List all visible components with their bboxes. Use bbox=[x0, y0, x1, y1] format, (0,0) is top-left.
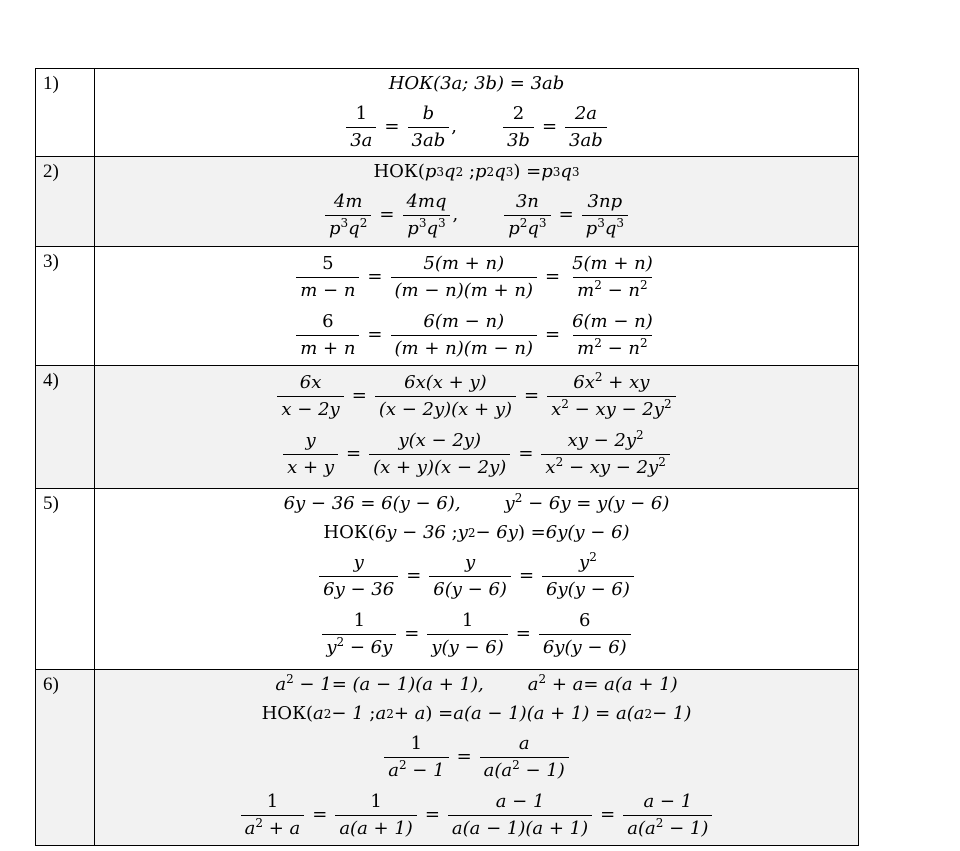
fraction: $\frac{1}{a^2 - 1}$ bbox=[384, 735, 448, 780]
fraction: $\frac{6x(x + y)}{(x - 2y)(x + y)}$ bbox=[375, 374, 516, 419]
table-row bbox=[36, 157, 859, 247]
fraction-line: $\frac{5}{m - n}$ = $\frac{5(m + n)}{(m - n)(m + n)}$ = $\frac{5(m + n)}{m^2 - n^2}$ bbox=[95, 248, 858, 306]
fraction: $\frac{6}{6y(y - 6)}$ bbox=[539, 612, 631, 657]
fraction-line: $\frac{4m}{p^3q^2}$ = $\frac{4mq}{p^3q^3}$ , $\frac{3n}{p^2q^3}$ = $\frac{3np}{p^3q^3}$ bbox=[95, 186, 858, 244]
fraction: $\frac{4m}{p^3q^2}$ bbox=[325, 193, 371, 238]
task-number: 3) bbox=[36, 247, 95, 366]
table-row bbox=[36, 69, 859, 157]
fraction: $\frac{3np}{p^3q^3}$ bbox=[582, 193, 628, 238]
fraction: $\frac{a - 1}{a(a - 1)(a + 1)}$ bbox=[448, 793, 592, 838]
fraction: $\frac{y^2}{6y(y - 6)}$ bbox=[542, 554, 634, 599]
fraction: $\frac{a - 1}{a(a^2 - 1)}$ bbox=[623, 793, 712, 838]
fraction-line: $\frac{6x}{x - 2y}$ = $\frac{6x(x + y)}{(x - 2y)(x + y)}$ = $\frac{6x^2 + xy}{x^2 - xy - 2y^2}$ bbox=[95, 367, 858, 425]
fraction: $\frac{1}{y^2 - 6y}$ bbox=[322, 612, 396, 657]
fraction-line: $\frac{y}{x + y}$ = $\frac{y(x - 2y)}{(x + y)(x - 2y)}$ = $\frac{xy - 2y^2}{x^2 - xy - 2y^2}$ bbox=[95, 425, 858, 483]
solutions-sheet bbox=[35, 68, 859, 846]
fraction: $\frac{5(m + n)}{m^2 - n^2}$ bbox=[572, 252, 653, 301]
task-solution bbox=[95, 247, 859, 366]
factor-line: $a^2 - 1$ = (a − 1)(a + 1), $a^2 + a$ = a(a + 1) bbox=[275, 671, 678, 695]
lcm-line: НОК ( p 3 q 2 ; p 2 q 3 ) = p 3 q 3 bbox=[373, 160, 580, 182]
fraction: $\frac{1}{y(y - 6)}$ bbox=[427, 612, 507, 657]
table-row bbox=[36, 489, 859, 670]
fraction-line: $\frac{1}{a^2 + a}$ = $\frac{1}{a(a + 1)}$ = $\frac{a - 1}{a(a - 1)(a + 1)}$ = $\frac{a - 1}{a(a^2 - 1)}$ bbox=[95, 786, 858, 844]
fraction: $\frac{1}{a(a + 1)}$ bbox=[335, 793, 417, 838]
table-row bbox=[36, 366, 859, 489]
fraction: $\frac{4mq}{p^3q^3}$ bbox=[402, 193, 450, 238]
fraction: $\frac{6(m - n)}{(m + n)(m - n)}$ bbox=[391, 313, 537, 358]
fraction: $\frac{1}{3a}$ bbox=[346, 105, 376, 150]
lcm-line: НОК ( a 2 − 1 ; a 2 + a ) = a(a − 1)(a + 1) = a(a 2 − 1) bbox=[261, 702, 692, 724]
task-number: 6) bbox=[36, 670, 95, 846]
task-number: 1) bbox=[36, 69, 95, 157]
fraction: $\frac{6(m - n)}{m^2 - n^2}$ bbox=[572, 310, 653, 359]
fraction: $\frac{y}{6y - 36}$ bbox=[319, 554, 398, 599]
fraction: $\frac{2}{3b}$ bbox=[503, 105, 534, 150]
table-row bbox=[36, 247, 859, 366]
task-number: 5) bbox=[36, 489, 95, 670]
task-number: 4) bbox=[36, 366, 95, 489]
task-number: 2) bbox=[36, 157, 95, 247]
fraction: $\frac{5}{m - n}$ bbox=[296, 255, 359, 300]
fraction: $\frac{y(x - 2y)}{(x + y)(x - 2y)}$ bbox=[369, 432, 510, 477]
fraction: $\frac{b}{3ab}$ bbox=[408, 105, 450, 150]
task-solution bbox=[95, 670, 859, 846]
table-row bbox=[36, 670, 859, 846]
fraction: $\frac{6x}{x - 2y}$ bbox=[277, 374, 343, 419]
fraction: $\frac{6}{m + n}$ bbox=[296, 313, 359, 358]
fraction: $\frac{y}{6(y - 6)}$ bbox=[429, 554, 511, 599]
fraction: $\frac{a}{a(a^2 - 1)}$ bbox=[480, 735, 569, 780]
fraction: $\frac{y}{x + y}$ bbox=[283, 432, 338, 477]
task-solution bbox=[95, 489, 859, 670]
fraction-line: $\frac{1}{y^2 - 6y}$ = $\frac{1}{y(y - 6)}$ = $\frac{6}{6y(y - 6)}$ bbox=[95, 605, 858, 663]
fraction: $\frac{6x^2 + xy}{x^2 - xy - 2y^2}$ bbox=[547, 374, 675, 419]
fraction-line: $\frac{y}{6y - 36}$ = $\frac{y}{6(y - 6)}$ = $\frac{y^2}{6y(y - 6)}$ bbox=[95, 547, 858, 605]
task-solution bbox=[95, 157, 859, 247]
fraction-line: $\frac{6}{m + n}$ = $\frac{6(m - n)}{(m + n)(m - n)}$ = $\frac{6(m - n)}{m^2 - n^2}$ bbox=[95, 306, 858, 364]
task-solution bbox=[95, 69, 859, 157]
fraction: $\frac{1}{a^2 + a}$ bbox=[241, 793, 305, 838]
fraction: $\frac{2a}{3ab}$ bbox=[565, 105, 607, 150]
fraction-line: $\frac{1}{a^2 - 1}$ = $\frac{a}{a(a^2 - 1)}$ bbox=[95, 728, 858, 786]
lcm-line: НОК(3a; 3b) = 3ab bbox=[388, 72, 565, 94]
fraction: $\frac{xy - 2y^2}{x^2 - xy - 2y^2}$ bbox=[541, 432, 669, 477]
fraction-line: $\frac{1}{3a}$ = $\frac{b}{3ab}$ , $\frac{2}{3b}$ = $\frac{2a}{3ab}$ bbox=[95, 98, 858, 156]
factor-line: 6y − 36 = 6(y − 6), $y^2 - 6y = y(y - 6)$ bbox=[283, 490, 670, 514]
fraction: $\frac{5(m + n)}{(m - n)(m + n)}$ bbox=[391, 255, 537, 300]
task-solution bbox=[95, 366, 859, 489]
fraction: $\frac{3n}{p^2q^3}$ bbox=[504, 193, 550, 238]
lcm-line: НОК ( 6y − 36 ; y 2 − 6y ) = 6y(y − 6) bbox=[323, 521, 630, 543]
solutions-table bbox=[35, 68, 859, 846]
